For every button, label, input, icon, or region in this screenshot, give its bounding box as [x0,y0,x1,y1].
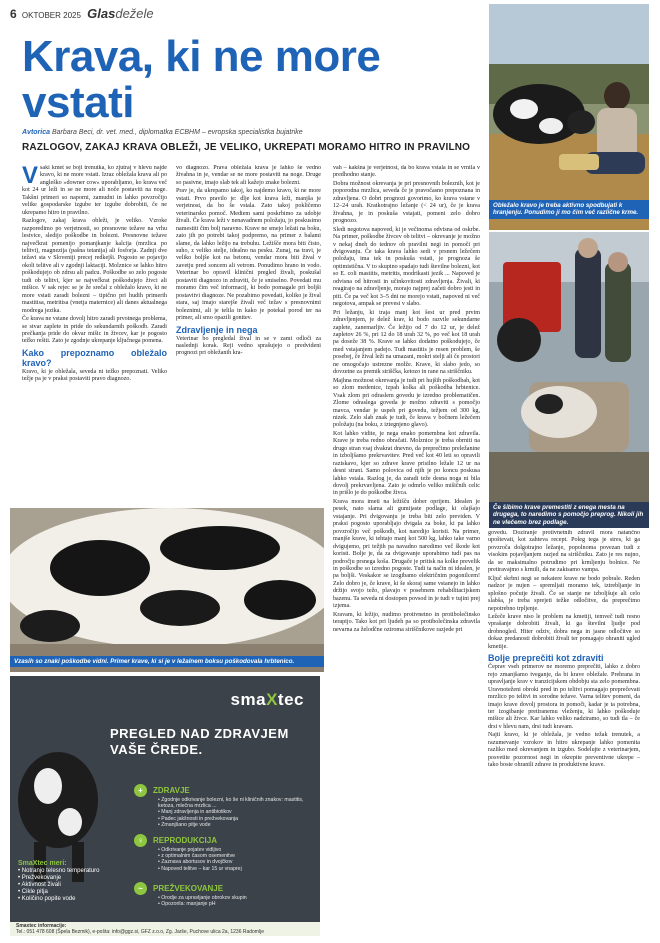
paragraph: Kot lahko vidite, je nega enako pomembna kot zdravila. Krave je treba redno obračati. Molznice je treba obrniti na drugo stran vsaj dvakrat dnevno, da preprečimo preležanine in izboljšamo prekrvavitev. Pred več kot 40 leti so opravili raziskavo, kjer so zdrave krave prisilno ležale 12 ur na desni strani. Samo polovica od njih je po koncu poskusa lahko vstala. Razlog je, da zaradi teže desna noga ni bila dovolj prekrvavljena. Zato je odmrlo veliko mišičnih celic in prišlo je do poškodbe živca. [333,430,480,497]
ad-list-item: • z optimalnim časom osemenitve [158,853,236,860]
ad-measure-item: • Prežvekovanje [18,875,62,881]
ad-section-title: ZDRAVJE [153,786,190,795]
paragraph: Vsaki kmet se boji trenutka, ko zjutraj v hlevu najde kravo, ki ne more vstati. Izraz obležala krava ali po angleško »downer cow« uporabljamo, ko krava več kot 24 ur leži in se ne more ali noče postaviti na noge. Takšni primeri so naporni, zamudni in lahko povzročijo velike gospodarske izgube ter izgube dobrobiti, če ne ukrepamo hitro in pravilno. [22,165,167,216]
paragraph: Ključ skrbni negi se nekatere krave ne bodo pobrale. Reden nadzor je nujen – spremljati moramo tek, iztrebljanje in splošno počutje živali. Če se stanje ne izboljšuje ali celo slabša, je treba sprejeti težke odločitve, da preprečimo nepotrebno trpljenje. [488,575,640,612]
paragraph: vo diagnozo. Prava obležala krava je lahko še vedno živahna in je, vendar se ne more postaviti na noge. Druge so pasivne, imajo slab tek ali kažejo znake bolezni. [176,165,321,186]
ad-footer [10,922,320,936]
photo-woman-feeding-cow-image [489,4,649,230]
page-header [10,6,154,21]
paragraph: Krava mora imeti na ležišču dober oprijem. Idealen je pesek, nato slama ali gumijaste podlage, ki olajšajo vstajanje. Pri dvigovanju je treba biti zelo previden. V praksi pogosto uporabljajo dvigala za boke, ki pa lahko povzročijo več poškodb, kot naredijo koristi. Na primer, manjše krave, ki tehtajo manj kot 500 kg, lahko take varno dvigujemo, pri težjih pa navadno naredimo več škode kot koristi. Bolje je, da za dvigovanje uporabimo tudi pas na področju prsnega koša. Drugače je pritisk na kolke prevelik in poškodbe so izredno pogoste. Tudi ta način ni idealen, je pa boljši. Veskakor se izogibamo električnim pogonilcem! Zelo dobro je, če krave, ki še skoraj same vstanejo in lahko držijo svojo težo, plavajo v posebnem rehabilitacijskem bazenu. Ta seveda ni dostopen povsod in je tudi v tujini prej izjema. [333,498,480,610]
photo-caption: Če šibimo krave premestiti z enega mesta na drugega, to naredimo s pomočjo preprog. Nikoli jih ne vlečemo brez podlage. [489,502,649,528]
article-column-3 [333,165,480,937]
article-title: Krava, ki ne more vstati [22,32,381,127]
paragraph: Majhna možnost okrevanja je tudi pri hujših poškodbah, kot so zlom medenice, izpah kolka ali poškodba hrbtenice. Vsak zlom pri odraslem govedu je izredno problematičen. Zlome odraslega goveda je možno zdraviti s pomočjo mavca, vendar je uspeh pri govedu, težjem od 300 kg, nizek. Zelo slab znak je tudi, če krava v bočnem ležečem položaju (na boku, z iztegnjeno glavo). [333,377,480,429]
photo-moving-cow [489,232,649,528]
paragraph: Če krava ne vstane dovolj hitro zaradi prvotnega problema, se stvar zaplete in pride do sekundarnih poškodb. Zaradi prečkanja pride do okvar mišic in živcev, kar je pogosto težko rešiti. Zato je zgodnje ukrepanje ključnega pomena. [22,316,167,345]
publication-logo-dezele: dežele [115,6,154,21]
ad-list-item: • Orodje za upravljanje obrokov skupin [158,895,247,901]
article-lead: RAZLOGOV, ZAKAJ KRAVA OBLEŽI, JE VELIKO, UKREPATI MORAMO HITRO IN PRAVILNO [22,142,471,153]
photo-moving-cow-image [489,232,649,528]
photo-injured-cow [10,508,324,672]
paragraph: Pri ležanju, ki traja manj kot šest ur pred prvim zdravljenjem, je delež krav, ki bodo razvile sekundarne zaplete, zanemarljiv. Če ležijo od 7 do 12 ur, je delež zapletov 26 %, pri 12 do 18 urah 32 %, po več kot 18 urah pa doseže 38 %. Krave se lahko dodatno poškodujejo, če med vstajanjem padejo. Tudi mastitis je resen problem, še posebej, če žival leži na umazani, mokri stelji ali če prostori ne omogočajo ustrezne molže. Krave, ki slabo jedo, so dovzetne za premik siriščka, ketozo in rane na siriščniku. [333,309,480,376]
article-column-1 [22,165,167,505]
paragraph: Najti kravo, ki je obležala, je vedno težak trenutek, a razumevanje vzrokov in hitro ukrepanje lahko pomenita razliko med okrevanjem in izgubo. Sodelujte z veterinarjem, posvetite pozornost negi in okrepite preventivne ukrepe – tako boste ohranili zdrave in produktivne krave. [488,732,640,769]
paragraph: vah – kakšna je verjetnost, da bo krava vstala in se vrnila v predhodno stanje. [333,165,480,179]
photo-caption: Vzasih so znaki poškodbe vidni. Primer krave, ki si je v ležalnem boksu poškodovala hrbtenico. [10,656,324,667]
ad-footer-label: Smaxtec informacije: [16,923,67,929]
publication-logo-glas: Glas [87,6,116,21]
ad-section-items [158,847,318,872]
paragraph: Kravo, ki je obležala, seveda ni težko prepoznati. Veliko težje pa je v praksi postaviti pravo diagnozo. [22,368,167,383]
ad-list-item: • Zgodnje odkrivanje bolezni, ko še ni kliničnih znakov: mastitis, ketoza, mlečna mrzlica ... [158,797,304,810]
ad-headline: PREGLED NAD ZDRAVJEM VAŠE ČREDE. [110,726,289,757]
drop-cap: V [22,165,39,189]
smaxtec-advertisement[interactable] [10,676,320,936]
paragraph: Dobra možnost okrevanja je pri presnovnih boleznih, kot je poporodna mrzlica, seveda če je pravočasno prepoznana in zdravljena. O dobri prognozi govorimo, ko krava vstane v 12–24 urah. Kratkotrajno ležanje (< 24 ur), če je krava živahna, je in poskuša vstajati, pomeni zelo dobro prognozo. [333,180,480,225]
ad-measure-item: • Notranjo telesno temperaturo [18,868,100,874]
page-number: 6 [10,7,17,21]
ad-measures-title: SmaXtec meri: [18,860,67,867]
photo-injured-cow-image [10,508,324,672]
issue-date: OKTOBER 2025 [21,11,81,20]
paragraph: Ležeče krave niso le problem na kmetiji, temveč tudi resno vprašanje dobrobiti živali, ki ga številni ljudje pod drobnogled. Hiter odziv, dobra nega in jasne odločitve so dokaz predanosti dobrobiti živali ter pomagajo ohraniti ugled kmetije. [488,613,640,650]
ad-section-title: REPRODUKCIJA [153,836,218,845]
paragraph: Sledi negotova napoved, ki je večinoma odvisna od oskrbe. Na primer, poškodbe živcev ob telitvi – okrevanje je možno v nekaj dneh do tednov ob pravilni negi in pomoči pri dvigovanju. Če taka krava lahko sedi v prsnem ležečem položaju, ima tek in poskuša vstati, je prognoza še optimistična. V to skupino spadajo tudi številne bolezni, kot so E. coli mastitis, metritis, modrikasti jezik ... Napoved je odvisna od hitrosti in učinkovitosti zdravljenja. Živali, ki reagirajo na zdravljenje, morajo najprej začeti dobro jesti in piti. Če pa več kot 3–5 dni ne morejo vstati, napoved ni več negotova, ampak se prevesi v slabo. [333,226,480,308]
rumination-icon: ~ [134,882,147,895]
article-column-2 [176,165,321,505]
paragraph: govedu. Doziranje protivnetnih zdravil mora natančno upoštevati, kot zahteva recept. Poleg tega je stres, ki ga povzroča dolgotrajno ležanje, popolnoma povezan tudi z visokim pojavljanjem razjed na siriščniku. Zato je res nujno, da se maksimalno potrudimo pri krmljenju bolnice. Ne pretiravajmo s krmili, da ne zakisamo vampa. [488,530,640,574]
ad-section-items [158,797,318,828]
ad-list-item: • Opozorila: manjanje pH [158,901,216,908]
author-name: Barbara Beci, dr. vet. med., diplomatka ECBHM – evropska specialistka bujatrike [51,129,303,136]
ad-list-item: • Manj zdravljenja in antibiotikov [158,809,232,816]
paragraph: Prav je, da ukrepamo takoj, ko najdemo kravo, ki ne more vstati. Prvo pravilo je: dlje kot krava leži, manjša je verjetnost, da bo še vstala. Zato takoj pokličemo veterinarsko pomoč. Medtem sami poskrbimo za udobje živali. Če krava leži v nenavadnem položaju, jo poskusimo namestiti čim bolj naravno. Krave ne smejo ležati na boku, zato jih po potrebi takoj podpremo, na primer z balami slame, da lahko ležijo na trebuhu. Ležišče mora biti čisto, suho, z veliko stelje, idealno na pesku. Zunaj, na travi, je veliko boljše kot na betonu, vendar mora biti žival v zavetju pred soncem ali vetrom. Ponudimo hrano in vodo. Veterinar bo opravil klinični pregled živali, poskušal postaviti diagnozo in zdraviti, če je smiselno. Povedati mu moramo čim več informacij, ki bodo pomagale pri boljši postavitvi diagnoze. Ne pozabimo povedati, koliko je žival stara, saj imajo starejše živali več težav s presnovnimi boleznimi, ali je telila in kako je potekal porod ter na primer, ali smo opazili gonitev. [176,188,321,322]
ad-list-item: • Zmanjšano pitje vode [158,821,211,828]
paragraph: Razlogov, zakaj krava obleži, je veliko. Vzroke razporedimo po verjetnosti, so presnovne težave na vrhu lestvice, sledijo poškodbe in bolezni. Presnovne težave največkrat pomenijo pomanjkanje kalcija (mrzlica po telitvi), magnezija (pašna tetanija) ali fosforja. Zadnji dve težavi sta v Sloveniji precej redkejši. Pogosto se pojavijo okoli telitve ali v zgodnji laktaciji. Molznice se lahko hitro poškodujejo ob zdrsu ali padcu. Poškodbe so zelo pogoste tudi ob telitvi, kjer se največkrat poškodujejo živci ali mišice. V sak rejec se je že srečal z obležalo kravo, ki ne more vstati zaradi bolezni – tipično pri hudih primerih mastitisa, metritisa (vnetja maternice) ali danes aktualnega modrega jezika. [22,218,167,314]
ad-list-item: • Odkrivanje pojatev vidljivo [158,847,222,853]
ad-measure-item: • Cikle pitja [18,889,48,895]
section-heading: Zdravljenje in nega [176,324,258,335]
reproduction-icon: ♀ [134,834,147,847]
ad-measure-item: • Aktivnost živali [18,882,61,888]
author-label: Avtorica [22,129,51,136]
ad-section-items [158,895,318,907]
section-heading: Kako prepoznamo obležalo kravo? [22,347,167,368]
paragraph: Čeprav vseh primerov ne moremo preprečiti, lahko z dobro rejo zmanjšamo tveganje, da bi krave obležale. Prehrana in upravljanje krav v tranzicijskem obdobju sta zelo pomembna. Uravnoteženi obroki pred in po telitvi pomagajo preprečevati mrzlico po telitvi in sorodne težave. Varna telitev pomeni, da imajo krave dovolj prostora in pomoči, kadar je ta potrebna, ter izogibanje pretiranemu vleženju, ki lahko poškoduje mišice ali živce. Kar lahko veliko nadziramo, so tudi tla – če drsi v hlevu nam, drsi tudi kravam. [488,664,640,730]
photo-woman-feeding-cow [489,4,649,230]
paragraph: Veterinar bo pregledal žival in se v zami odloči za naslednji korak. Reji vedno sprašujejo o predvideni prognozi pri obležanih kra- [176,335,321,357]
article-column-4 [488,530,640,940]
ad-section-title: PREŽVEKOVANJE [153,884,224,893]
ad-brand-logo: smaXtec [230,690,304,709]
article-author [22,129,482,136]
ad-measure-item: • Količino popite vode [18,896,76,902]
ad-list-item: • Zaznava abortusov in dvojčkov [158,859,233,866]
ad-list-item: • Padec jakšnosti in prežvekovanja [158,815,238,822]
paragraph: Kravam, ki ležijo, nudimo protivnetno in protibolečinsko terapijo. Tako kot pri ljudeh pa so protibolečinska zdravila nevarna za želodčne oziroma siriščnikove razjede pri [333,611,480,633]
ad-measures-box [18,860,128,903]
photo-caption: Obležalo kravo je treba aktivno spodbujati k hranjenju. Ponudimo ji mo čim več različne krme. [489,200,649,219]
ad-list-item: • Napoved telitve – kar 15 ur vnaprej [158,865,242,872]
section-heading: Bolje preprečiti kot zdraviti [488,653,604,664]
health-icon: + [134,784,147,797]
ad-footer-contact[interactable]: Tel.: 051 478 608 (Špela Bezmik), e-pošta: info@ggz.si, GFZ z.o.o, Zg. Jarše, Puchove ulica 2a, 1236 Radomlje [16,929,264,935]
